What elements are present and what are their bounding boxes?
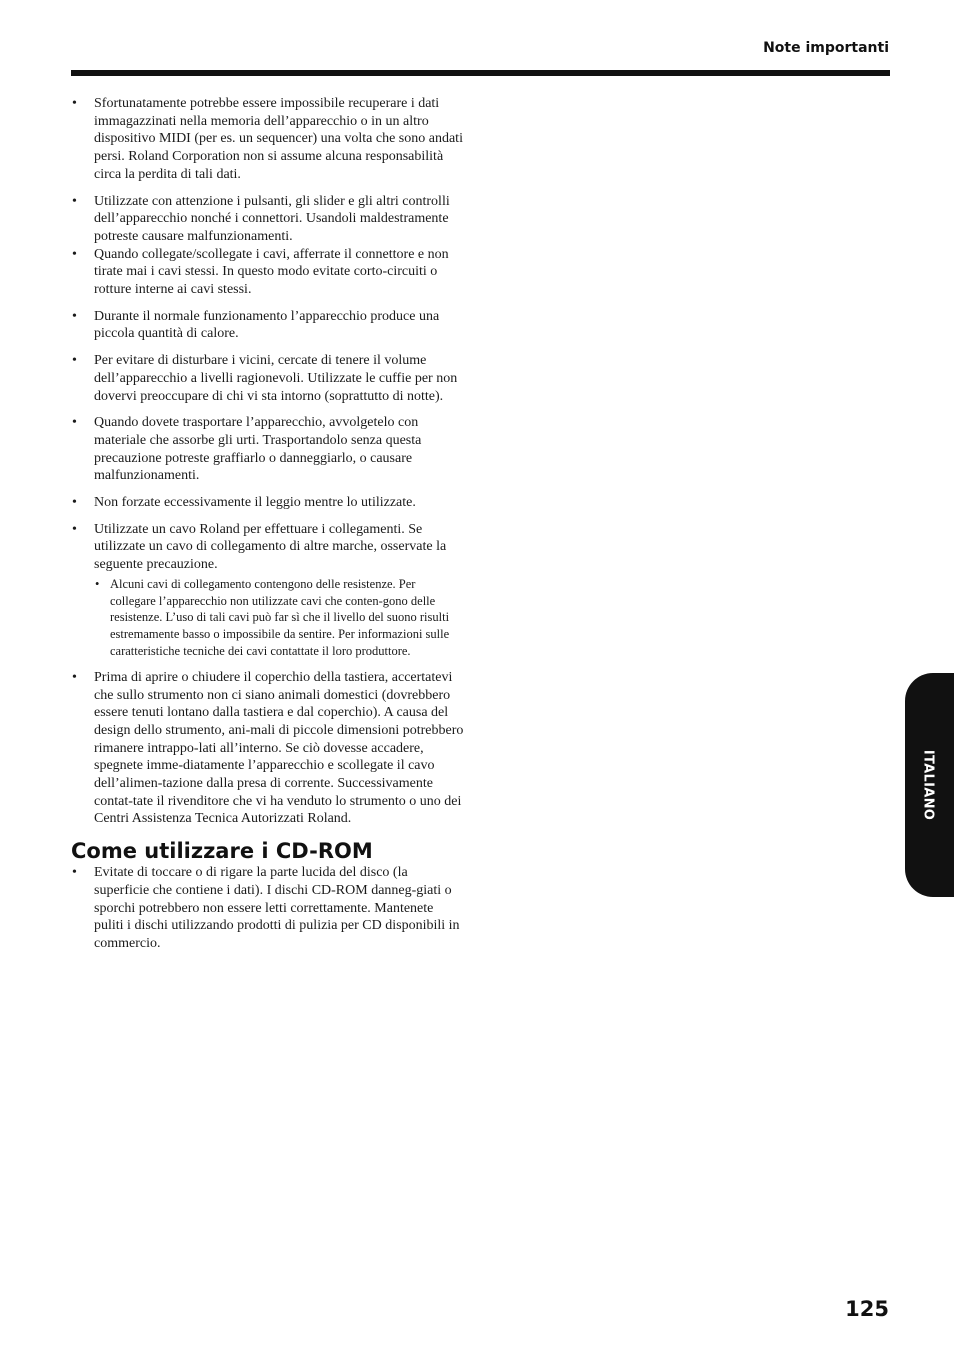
header-rule (71, 70, 890, 76)
list-item: • Quando dovete trasportare l’apparecchio, avvolgetelo con materiale che assorbe gli urti. Trasportandolo senza questa precauzione potreste graffiarlo o danneggiarlo, o causare malfunzionamenti. (71, 414, 464, 485)
list-item: • Evitate di toccare o di rigare la parte lucida del disco (la superficie che contiene i dati). I dischi CD-ROM danneg-giati o sporchi potrebbero non essere letti correttamente. Mantenete puliti i dischi utilizzando prodotti di pulizia per CD disponibili in commercio. (71, 864, 464, 953)
list-item-text: Utilizzate un cavo Roland per effettuare i collegamenti. Se utilizzate un cavo di collegamento di altre marche, osservate la seguente precauzione. (94, 521, 447, 573)
list-item: • Durante il normale funzionamento l’apparecchio produce una piccola quantità di calore. (71, 308, 464, 343)
list-item: • Non forzate eccessivamente il leggio mentre lo utilizzate. (71, 494, 464, 512)
sub-list (94, 576, 464, 660)
page-number: 125 (845, 1297, 889, 1321)
list-item: • Quando collegate/scollegate i cavi, afferrate il connettore e non tirate mai i cavi stessi. In questo modo evitate corto-circuiti o rotture interne ai cavi stessi. (71, 246, 464, 299)
precautions-list (71, 95, 464, 828)
list-item: • Utilizzate con attenzione i pulsanti, gli slider e gli altri controlli dell’apparecchio nonché i connettori. Usandoli maldestramente potreste causare malfunzionamenti. (71, 193, 464, 246)
section-heading: Come utilizzare i CD-ROM (71, 839, 373, 864)
running-header: Note importanti (763, 40, 889, 56)
cdrom-list (71, 864, 464, 953)
sub-list-item: • Alcuni cavi di collegamento contengono delle resistenze. Per collegare l’apparecchio non utilizzate cavi che conten-gono delle resistenze. L’uso di tali cavi può far sì che il livello del suono risulti estremamente basso o impossibile da sentire. Per informazioni sulle caratteristiche tecniche dei cavi contattate il loro produttore. (94, 576, 464, 660)
list-item: • Prima di aprire o chiudere il coperchio della tastiera, accertatevi che sullo strumento non ci siano animali domestici (dovrebbero essere tenuti lontano dalla tastiera e dal coperchio). A causa del design dello strumento, ani-mali di piccole dimensioni potrebbero rimanere intrappo-lati all’interno. Se ciò dovesse accadere, spegnete imme-diatamente l’apparecchio e scollegate il cavo dell’alimen-tazione dalla presa di corrente. Successivamente contat-tate il rivenditore che vi ha venduto lo strumento o uno dei Centri Assistenza Tecnica Autorizzati Roland. (71, 669, 464, 828)
language-tab-label: ITALIANO (920, 749, 936, 821)
list-item: • Sfortunatamente potrebbe essere impossibile recuperare i dati immagazzinati nella memoria dell’apparecchio o in un altro dispositivo MIDI (per es. un sequencer) una volta che sono andati persi. Roland Corporation non si assume alcuna responsabilità circa la perdita di tali dati. (71, 95, 464, 184)
main-content (71, 95, 464, 953)
list-item (71, 521, 464, 660)
list-item: • Per evitare di disturbare i vicini, cercate di tenere il volume dell’apparecchio a livelli ragionevoli. Utilizzate le cuffie per non dovervi preoccupare di chi vi sta intorno (soprattutto di notte). (71, 352, 464, 405)
